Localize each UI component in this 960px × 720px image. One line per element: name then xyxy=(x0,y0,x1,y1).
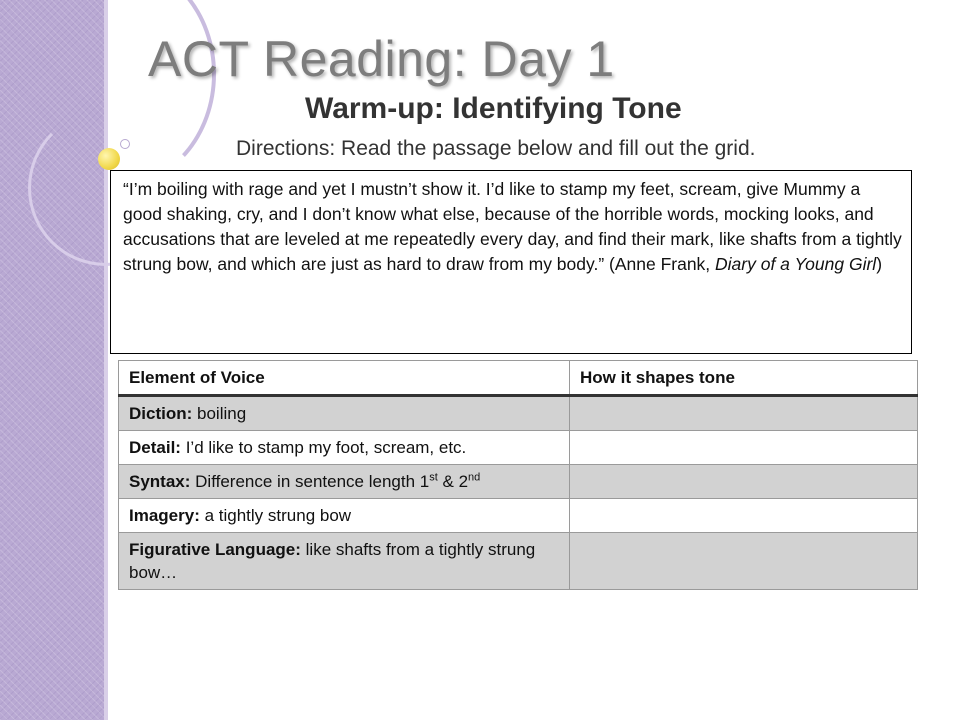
tone-grid xyxy=(118,360,918,590)
grid-row-imagery xyxy=(119,499,918,533)
element-text: I’d like to stamp my foot, scream, etc. xyxy=(180,438,467,457)
grid-row-syntax xyxy=(119,465,918,499)
tone-cell[interactable] xyxy=(570,465,918,499)
element-text: a tightly strung bow xyxy=(199,506,352,525)
slide-title: ACT Reading: Day 1 xyxy=(148,31,615,87)
header-how-it-shapes-tone: How it shapes tone xyxy=(570,361,918,396)
element-label: Diction: xyxy=(129,404,193,423)
passage-closing: ) xyxy=(876,254,883,274)
element-cell xyxy=(119,396,570,431)
header-element-of-voice: Element of Voice xyxy=(119,361,570,396)
decorative-yellow-dot xyxy=(98,148,120,170)
grid-header-row xyxy=(119,361,918,396)
element-label: Figurative Language: xyxy=(129,540,301,559)
element-cell xyxy=(119,465,570,499)
decorative-small-dot xyxy=(120,139,130,149)
passage-text: “I’m boiling with rage and yet I mustn’t show it. I’d like to stamp my feet, scream, give Mummy a good shaking, cry, and I don’t know what else, because of the horrible words, mocking looks, and accusations that are leveled at me repeatedly every day, and find their mark, like shafts from a tightly strung bow, and which are just as hard to draw from my body.” (Anne Frank, xyxy=(123,179,902,274)
passage-box xyxy=(110,170,912,354)
slide-subtitle: Warm-up: Identifying Tone xyxy=(305,92,682,125)
tone-cell[interactable] xyxy=(570,396,918,431)
element-cell xyxy=(119,533,570,590)
tone-cell[interactable] xyxy=(570,533,918,590)
element-label: Syntax: xyxy=(129,472,191,491)
superscript-st: st xyxy=(429,471,438,484)
element-cell xyxy=(119,499,570,533)
grid-row-detail xyxy=(119,431,918,465)
grid-row-figurative-language xyxy=(119,533,918,590)
directions-text: Directions: Read the passage below and fill out the grid. xyxy=(236,137,756,160)
element-cell xyxy=(119,431,570,465)
element-label: Detail: xyxy=(129,438,181,457)
element-text: like shafts from a tightly strung bow… xyxy=(129,540,536,582)
element-label: Imagery: xyxy=(129,506,200,525)
element-text: Difference in sentence length 1 xyxy=(190,472,430,491)
tone-cell[interactable] xyxy=(570,499,918,533)
superscript-nd: nd xyxy=(468,471,481,484)
element-text-mid: & 2 xyxy=(437,472,469,491)
tone-cell[interactable] xyxy=(570,431,918,465)
element-text: boiling xyxy=(192,404,247,423)
passage-source-title: Diary of a Young Girl xyxy=(715,254,877,274)
grid-row-diction xyxy=(119,396,918,431)
